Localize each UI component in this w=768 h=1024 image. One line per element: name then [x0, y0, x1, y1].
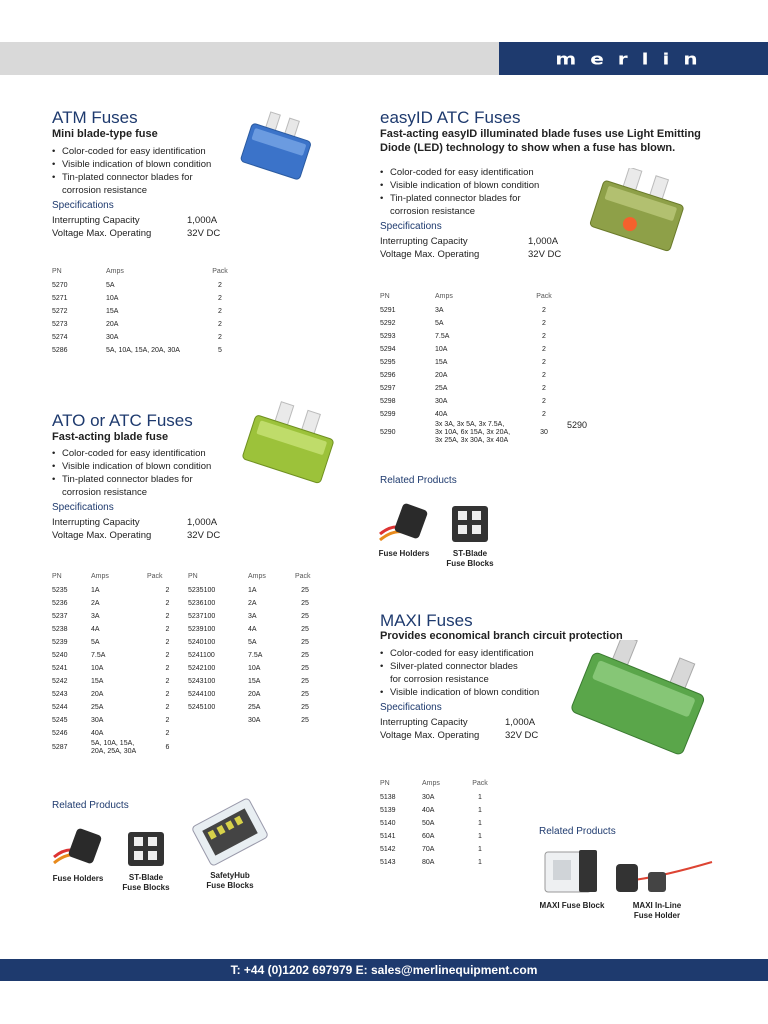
feature-item: • Color-coded for easy identification — [380, 166, 539, 179]
brand-logo — [499, 42, 768, 75]
table-row: 5236 2A 2 5236100 2A 25 — [52, 600, 309, 607]
table-row: 5292 5A 2 — [380, 320, 546, 327]
table-row: 5274 30A 2 — [52, 334, 222, 341]
easyid-specs: Interrupting Capacity 1,000A Voltage Max. Operating 32V DC — [380, 236, 562, 260]
table-row: 5238 4A 2 5239100 4A 25 — [52, 626, 309, 633]
fuse-block-icon — [446, 502, 494, 546]
easyid-features — [380, 166, 539, 218]
table-row: 5245 30A 2 30A 25 — [52, 717, 309, 724]
atm-table — [52, 263, 232, 357]
table-row: 5298 30A 2 — [380, 398, 546, 405]
ato-title: ATO or ATC Fuses — [52, 411, 193, 430]
feature-item: • Visible indication of blown condition — [52, 158, 211, 171]
related-safetyhub[interactable]: SafetyHub Fuse Blocks — [186, 796, 274, 891]
table-row: 5143 80A 1 — [380, 859, 482, 866]
table-row: 5287 5A, 10A, 15A, 20A, 25A, 30A 6 — [52, 740, 170, 755]
ato-related-heading: Related Products — [52, 800, 129, 811]
feature-item: • Visible indication of blown condition — [380, 686, 539, 699]
feature-item: • Tin-plated connector blades for corrosion resistance — [52, 171, 211, 197]
table-row: 5240 7.5A 2 5241100 7.5A 25 — [52, 652, 309, 659]
related-maxi-fuse-block[interactable]: MAXI Fuse Block — [536, 846, 608, 911]
table-header: PN Amps Pack — [52, 267, 228, 275]
table-header: PN Amps Pack — [380, 779, 488, 787]
related-fuse-holders[interactable]: Fuse Holders — [374, 500, 434, 559]
maxi-features — [380, 647, 539, 699]
ato-features — [52, 447, 211, 499]
ato-fuse-image — [228, 400, 350, 492]
feature-item: • Visible indication of blown condition — [380, 179, 539, 192]
inline-fuse-holder-icon — [614, 850, 718, 898]
table-row: 5291 3A 2 — [380, 307, 546, 314]
related-st-blade[interactable]: ST-Blade Fuse Blocks — [440, 502, 500, 569]
related-fuse-holders[interactable]: Fuse Holders — [48, 823, 108, 884]
table-row: 5246 40A 2 — [52, 730, 170, 737]
atm-title: ATM Fuses — [52, 108, 138, 127]
table-header: PN Amps Pack — [380, 292, 552, 300]
maxi-fuse-image — [560, 640, 722, 758]
feature-item: • Color-coded for easy identification — [52, 447, 211, 460]
table-header: PN Amps Pack PN Amps Pack — [52, 572, 311, 580]
easyid-table — [380, 288, 593, 445]
table-row: 5294 10A 2 — [380, 346, 546, 353]
feature-item: • Color-coded for easy identification — [380, 647, 539, 660]
related-maxi-inline-holder[interactable]: MAXI In-Line Fuse Holder — [620, 850, 694, 921]
feature-item: • Visible indication of blown condition — [52, 460, 211, 473]
feature-item: • Silver-plated connector blades for corrosion resistance — [380, 660, 539, 686]
table-row: 5141 60A 1 — [380, 833, 482, 840]
table-row: 5270 5A 2 — [52, 282, 222, 289]
table-row: 5244 25A 2 5245100 25A 25 — [52, 704, 309, 711]
maxi-title: MAXI Fuses — [380, 611, 473, 630]
table-row: 5286 5A, 10A, 15A, 20A, 30A 5 — [52, 347, 222, 354]
fuse-holder-icon — [50, 823, 106, 871]
ato-subtitle: Fast-acting blade fuse — [52, 431, 169, 443]
table-row: 5293 7.5A 2 — [380, 333, 546, 340]
logo-text: merlin — [555, 48, 712, 69]
feature-item: • Tin-plated connector blades for corrosion resistance — [380, 192, 539, 218]
maxi-table — [380, 775, 490, 869]
maxi-related-heading: Related Products — [539, 826, 616, 837]
table-row: 5242 15A 2 5243100 15A 25 — [52, 678, 309, 685]
maxi-fuse-block-icon — [539, 846, 605, 898]
fuse-holder-icon — [376, 500, 432, 546]
table-row: 5299 40A 2 — [380, 411, 546, 418]
ato-specs: Interrupting Capacity 1,000A Voltage Max. Operating 32V DC — [52, 517, 221, 541]
table-row: 5235 1A 2 5235100 1A 25 — [52, 587, 309, 594]
maxi-specs: Interrupting Capacity 1,000A Voltage Max. Operating 32V DC — [380, 717, 539, 741]
table-row: 5139 40A 1 — [380, 807, 482, 814]
feature-item: • Color-coded for easy identification — [52, 145, 211, 158]
atm-spec-heading: Specifications — [52, 200, 114, 211]
related-st-blade[interactable]: ST-Blade Fuse Blocks — [116, 828, 176, 893]
table-row: 5243 20A 2 5244100 20A 25 — [52, 691, 309, 698]
table-row: 5241 10A 2 5242100 10A 25 — [52, 665, 309, 672]
table-row: 5271 10A 2 — [52, 295, 222, 302]
table-row: 5140 50A 1 — [380, 820, 482, 827]
easyid-related-heading: Related Products — [380, 475, 457, 486]
table-row: 5273 20A 2 — [52, 321, 222, 328]
feature-item: • Tin-plated connector blades for corrosion resistance — [52, 473, 211, 499]
table-row: 5142 70A 1 — [380, 846, 482, 853]
table-row: 5295 15A 2 — [380, 359, 546, 366]
atm-subtitle: Mini blade-type fuse — [52, 128, 158, 140]
footer-contact: T: +44 (0)1202 697979 E: sales@merlinequipment.com — [0, 959, 768, 981]
table-row: 5138 30A 1 — [380, 794, 482, 801]
maxi-spec-heading: Specifications — [380, 702, 442, 713]
fuse-block-icon — [122, 828, 170, 870]
ato-spec-heading: Specifications — [52, 502, 114, 513]
table-row: 5272 15A 2 — [52, 308, 222, 315]
easyid-title: easyID ATC Fuses — [380, 108, 521, 127]
table-row: 5297 25A 2 — [380, 385, 546, 392]
easyid-subtitle: Fast-acting easyID illuminated blade fuses use Light Emitting Diode (LED) technology to show when a fuse has blown. — [380, 128, 701, 154]
atm-features — [52, 145, 211, 197]
table-row: 5237 3A 2 5237100 3A 25 — [52, 613, 309, 620]
atm-specs: Interrupting Capacity 1,000A Voltage Max. Operating 32V DC — [52, 215, 221, 239]
easyid-fuse-image — [578, 168, 700, 256]
table-row: 5290 3x 3A, 3x 5A, 3x 7.5A, 3x 10A, 6x 15A, 3x 20A, 3x 25A, 3x 30A, 3x 40A 30 5290 — [380, 420, 588, 444]
table-row: 5296 20A 2 — [380, 372, 546, 379]
easyid-spec-heading: Specifications — [380, 221, 442, 232]
table-row: 5239 5A 2 5240100 5A 25 — [52, 639, 309, 646]
atm-fuse-image — [228, 108, 330, 188]
ato-table — [52, 568, 315, 756]
maxi-subtitle: Provides economical branch circuit protection — [380, 630, 623, 642]
safetyhub-icon — [188, 796, 272, 868]
